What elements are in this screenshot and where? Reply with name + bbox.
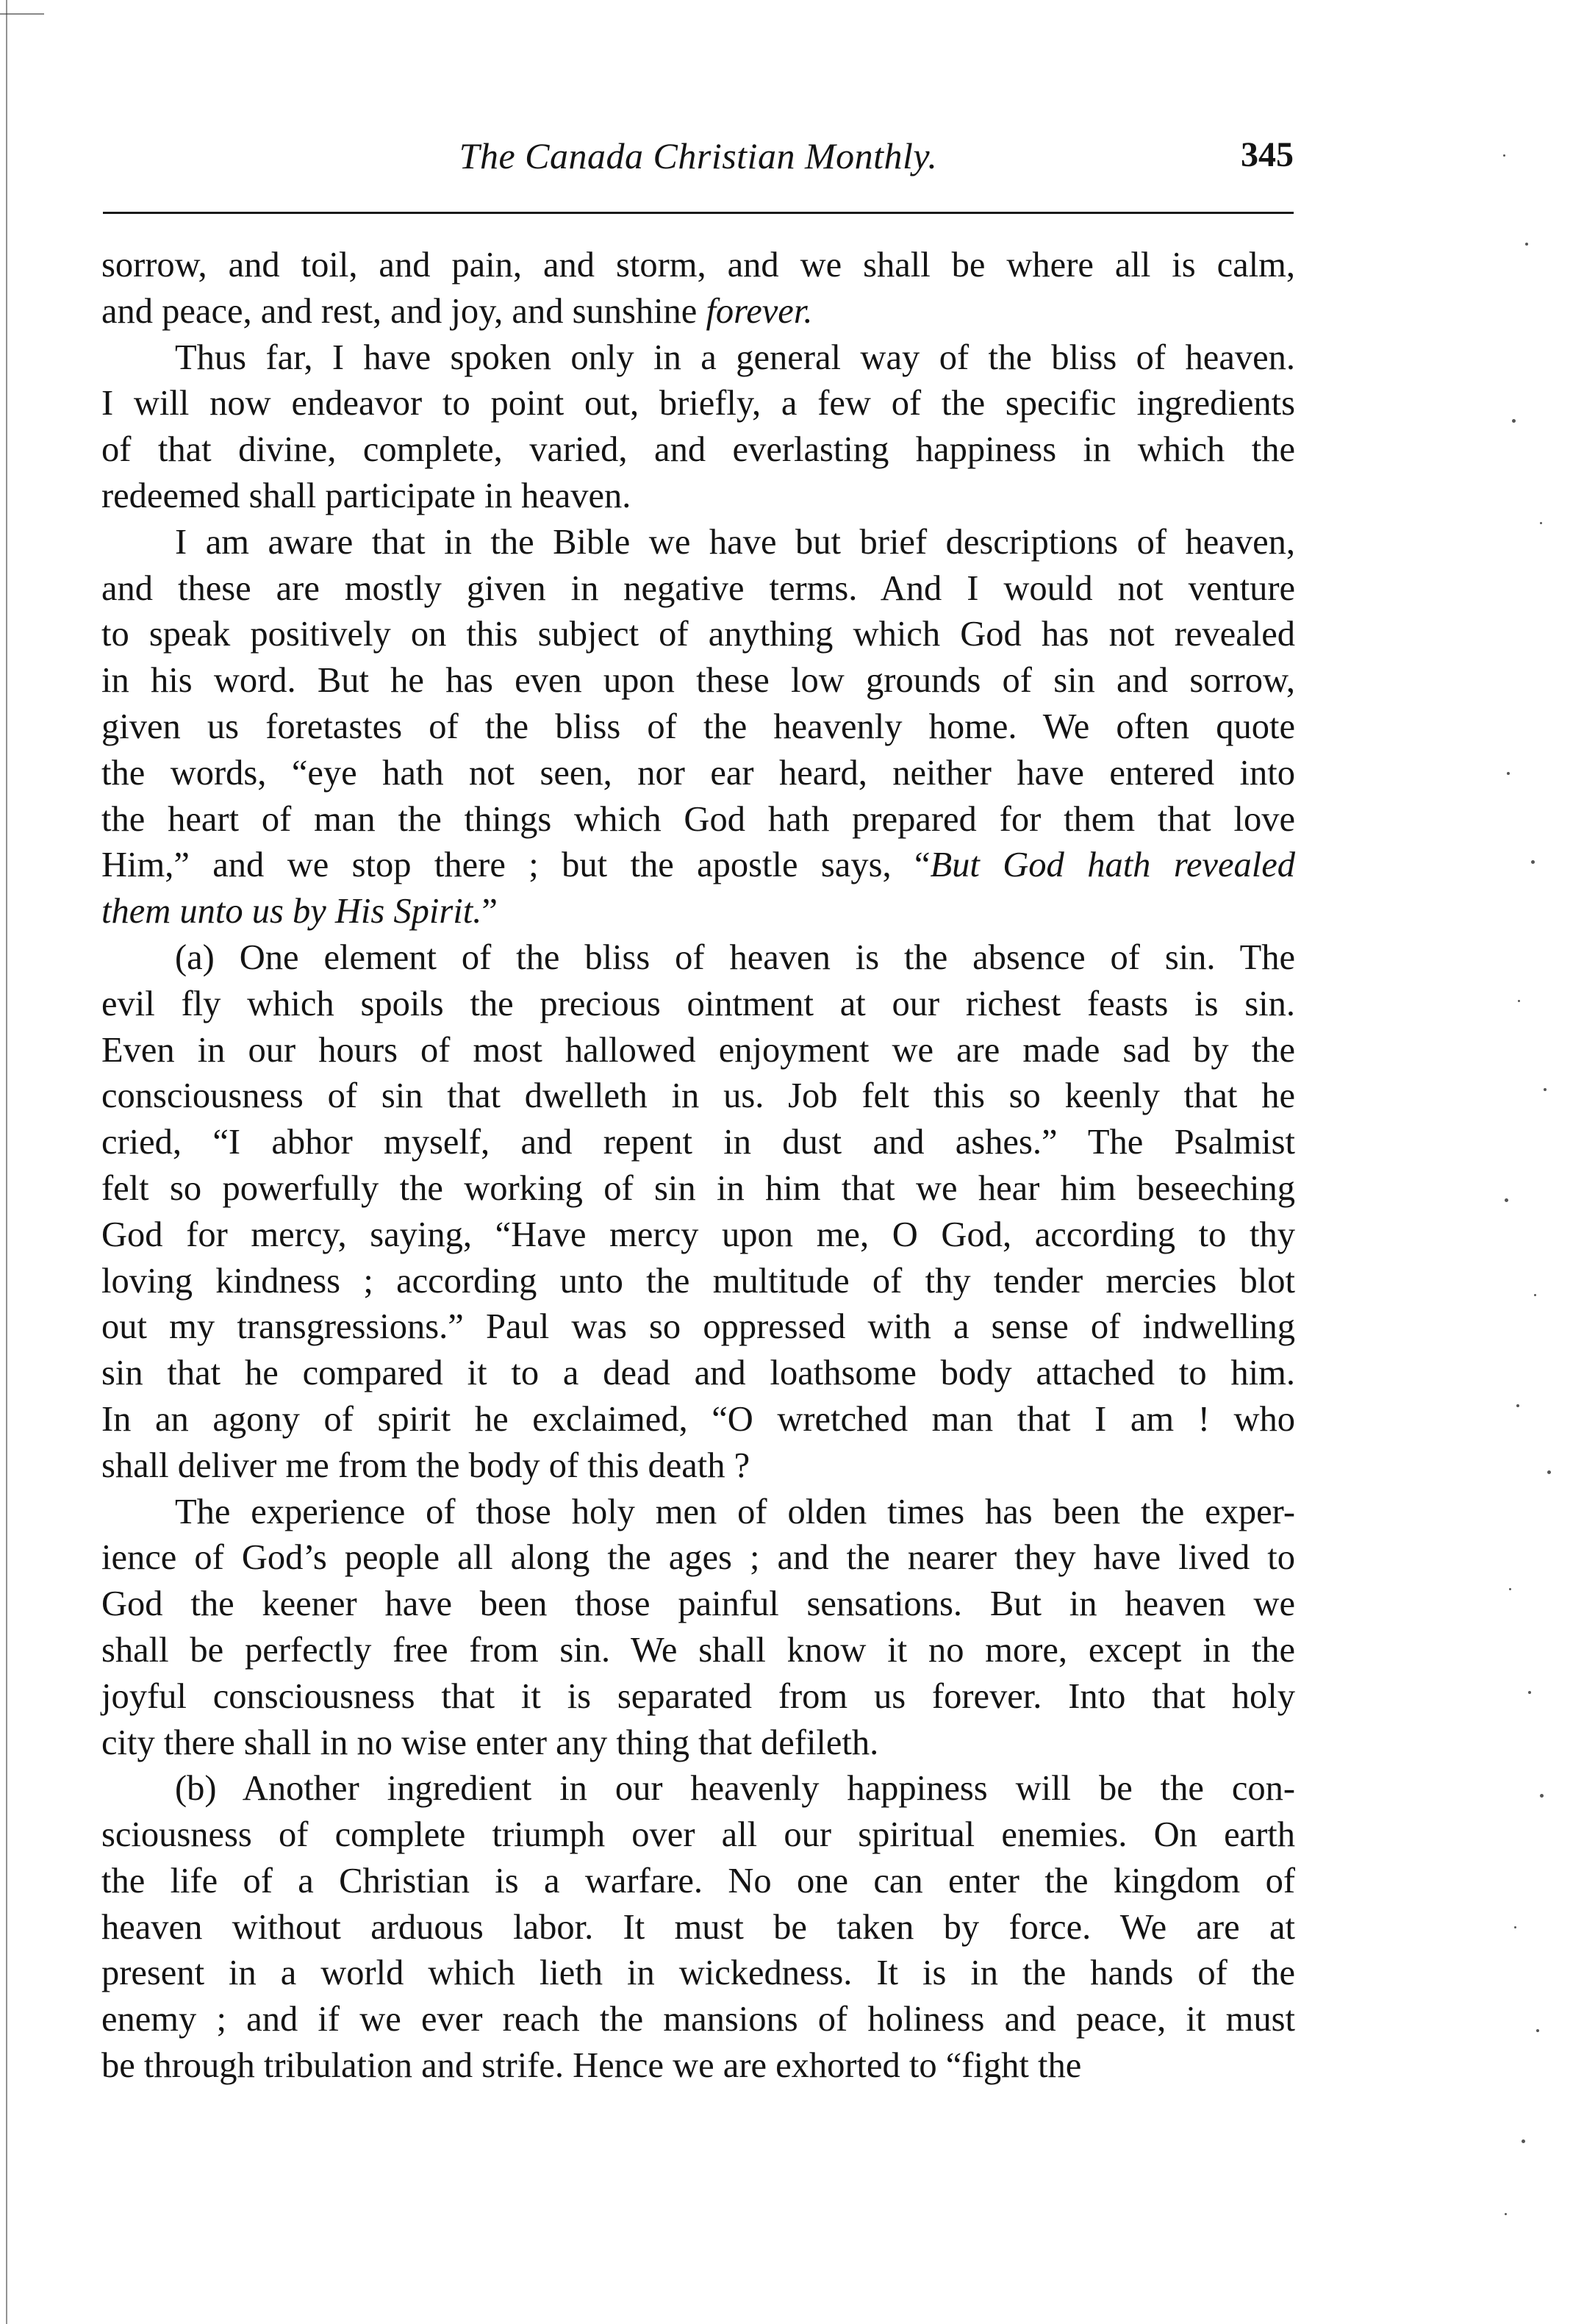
scan-speck [1505,2213,1507,2215]
scan-speck [1503,154,1505,157]
scan-speck [1525,243,1528,246]
page-header [103,129,1294,202]
body-text [101,243,1295,2089]
text-line: city there shall in no wise enter any thing that defileth. [101,1723,879,1762]
paragraph [101,335,1295,520]
text-line: sin that he compared it to a dead and loathsome body attached to him. [101,1354,1295,1393]
text-line: and these are mostly given in negative terms. And I would not venture [101,568,1295,608]
running-title: The Canada Christian Monthly. [459,135,938,176]
text-line: shall deliver me from the body of this death ? [101,1445,750,1485]
scan-speck [1540,522,1542,524]
text-line: Him,” and we stop there ; but the apostle says, “But God hath revealed [101,845,1295,885]
text-line: In an agony of spirit he exclaimed, “O wretched man that I am ! who [101,1399,1295,1439]
text-line: I will now endeavor to point out, briefly, a few of the specific ingredients [101,384,1295,423]
text-line: present in a world which lieth in wickedness. It is in the hands of the [101,1953,1295,1993]
scan-speck [1505,1198,1508,1202]
text-line: ience of God’s people all along the ages ; and the nearer they have lived to [101,1538,1295,1578]
text-line: heaven without arduous labor. It must be taken by force. We are at [101,1907,1295,1947]
scan-speck [1522,2139,1525,2143]
text-line: consciousness of sin that dwelleth in us. Job felt this so keenly that he [101,1076,1295,1116]
scan-speck [1534,1294,1536,1296]
text-line: the words, “eye hath not seen, nor ear heard, neither have entered into [101,753,1295,793]
text-line: I am aware that in the Bible we have but brief descriptions of heaven, [175,522,1295,562]
scan-speck [1547,1470,1551,1474]
text-line: felt so powerfully the working of sin in him that we hear him beseeching [101,1168,1295,1208]
header-rule [103,212,1294,214]
paragraph [101,935,1295,1490]
text-line: (a) One element of the bliss of heaven is the absence of sin. The [175,937,1295,977]
scan-speck [1528,1691,1531,1694]
page-number: 345 [1241,135,1294,174]
paragraph [101,243,1295,335]
text-line: God the keener have been those painful sensations. But in heaven we [101,1584,1295,1624]
text-line: them unto us by His Spirit.” [101,892,498,932]
text-line: shall be perfectly free from sin. We shall know it no more, except in the [101,1630,1295,1670]
text-line: God for mercy, saying, “Have mercy upon me, O God, according to thy [101,1215,1295,1254]
scan-speck [1518,1000,1520,1002]
text-line: redeemed shall participate in heaven. [101,476,631,515]
text-line: given us foretastes of the bliss of the heavenly home. We often quote [101,707,1295,746]
text-line: sorrow, and toil, and pain, and storm, and we shall be where all is calm, [101,246,1295,285]
scan-speck [1540,1794,1544,1798]
scan-speck [1516,1404,1519,1407]
paragraph [101,1490,1295,1767]
text-line: in his word. But he has even upon these low grounds of sin and sorrow, [101,661,1295,701]
paragraph [101,520,1295,935]
text-line: and peace, and rest, and joy, and sunshine forever. [101,291,813,331]
margin-specks [1496,110,1562,2242]
scan-speck [1512,419,1516,423]
scan-corner-mark [0,13,44,15]
text-line: be through tribulation and strife. Hence we are exhorted to “fight the [101,2046,1082,2086]
text-line: Even in our hours of most hallowed enjoyment we are made sad by the [101,1030,1295,1070]
text-line: enemy ; and if we ever reach the mansions of holiness and peace, it must [101,2000,1295,2039]
scan-speck [1514,1926,1516,1928]
text-line: (b) Another ingredient in our heavenly happiness will be the con- [175,1769,1295,1809]
scan-speck [1507,772,1510,775]
paragraph [101,1766,1295,2089]
text-line: to speak positively on this subject of anything which God has not revealed [101,615,1295,654]
text-line: joyful consciousness that it is separated from us forever. Into that holy [101,1676,1295,1716]
scan-speck [1531,860,1535,864]
text-line: loving kindness ; according unto the multitude of thy tender mercies blot [101,1261,1295,1301]
scan-speck [1536,2029,1539,2032]
scan-binding-edge [0,0,7,2324]
text-line: The experience of those holy men of olden times has been the exper- [175,1492,1295,1531]
scan-speck [1544,1088,1547,1091]
text-line: the life of a Christian is a warfare. No one can enter the kingdom of [101,1861,1295,1901]
scan-speck [1509,1588,1511,1590]
text-line: evil fly which spoils the precious ointment at our richest feasts is sin. [101,984,1295,1023]
text-line: of that divine, complete, varied, and everlasting happiness in which the [101,430,1295,470]
text-line: out my transgressions.” Paul was so oppressed with a sense of indwelling [101,1307,1295,1347]
text-line: the heart of man the things which God hath prepared for them that love [101,799,1295,839]
text-line: sciousness of complete triumph over all our spiritual enemies. On earth [101,1815,1295,1855]
text-line: cried, “I abhor myself, and repent in dust and ashes.” The Psalmist [101,1123,1295,1162]
text-line: Thus far, I have spoken only in a general way of the bliss of heaven. [175,337,1295,377]
